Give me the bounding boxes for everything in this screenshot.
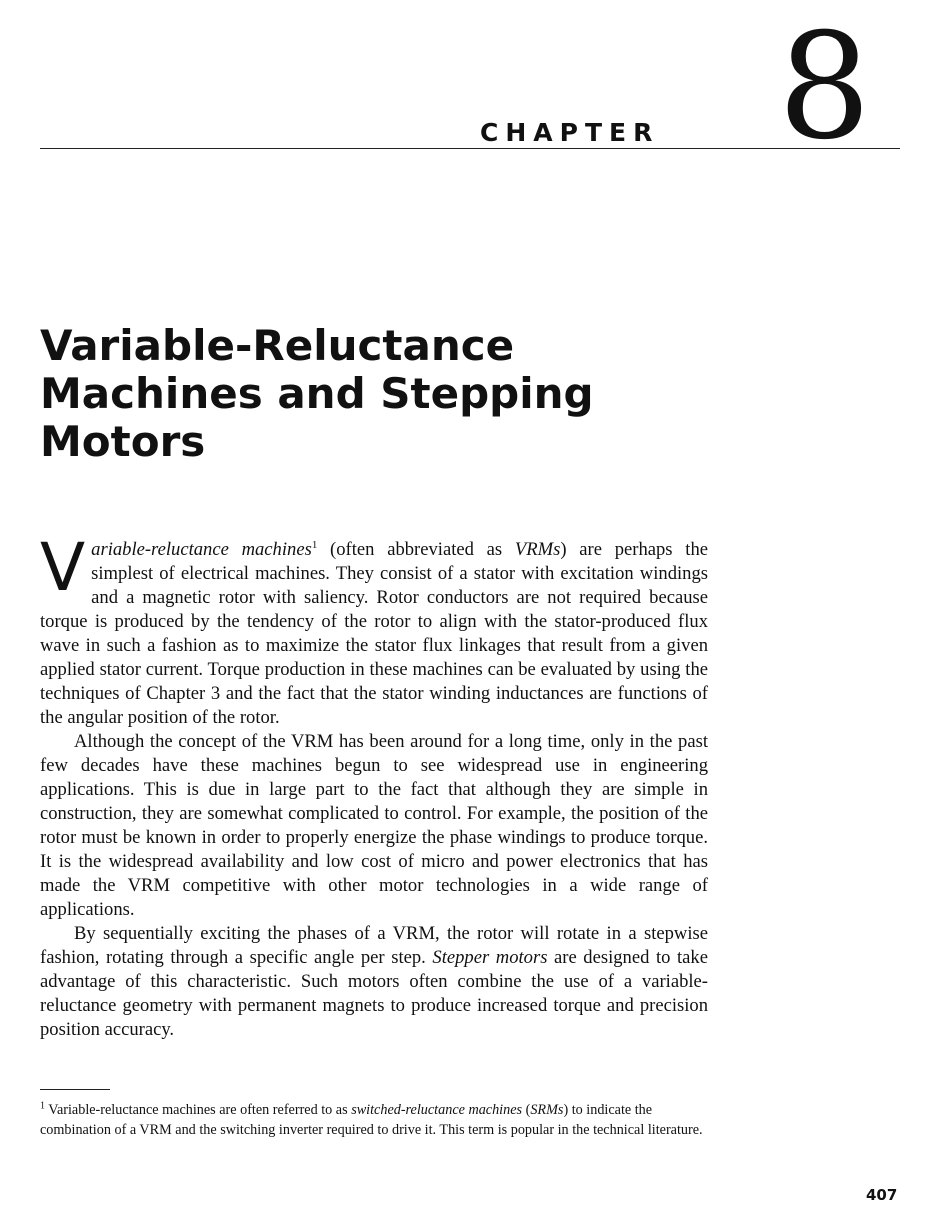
chapter-number: 8 — [778, 2, 871, 172]
footnote-number: 1 — [40, 1100, 45, 1112]
chapter-label: CHAPTER — [480, 118, 660, 147]
paragraph-2: Although the concept of the VRM has been around for a long time, only in the past few decades have these machines begun to see widespread use in engineering applications. This is due in large part to the fact that although they are simple in construction, they are somewhat complicated to control. For example, the position of the rotor must be known in order to properly energize the phase windings to produce torque. It is the widespread availability and low cost of micro and power electronics that has made the VRM competitive with other motor technologies in a wide range of applications. — [40, 731, 708, 920]
paragraph-text: (often abbreviated as — [317, 539, 515, 560]
paragraph-3 — [40, 922, 708, 1042]
drop-cap: V — [40, 529, 86, 606]
paragraph-text: are designed to take advantage of this characteristic. Such motors often combine the use of a variable-reluctance geometry with permanent magnets to produce increased torque and precision position accuracy. — [40, 947, 708, 1040]
chapter-title-line: Variable-Reluctance — [40, 321, 515, 370]
body-text — [40, 529, 708, 1042]
term-stepper-motors: Stepper motors — [432, 947, 548, 968]
chapter-title-line: Motors — [40, 417, 206, 466]
term-switched-reluctance-machines: switched-reluctance machines — [351, 1102, 523, 1118]
abbr-srms: SRMs — [530, 1102, 564, 1118]
footnote-text: Variable-reluctance machines are often referred to as — [45, 1102, 352, 1118]
paragraph-1 — [40, 529, 708, 730]
page-number: 407 — [866, 1186, 898, 1204]
abbr-vrms: VRMs — [514, 539, 561, 560]
chapter-header-rule — [40, 148, 900, 149]
chapter-title-line: Machines and Stepping — [40, 369, 594, 418]
footnote — [40, 1100, 708, 1140]
footnote-reference[interactable]: 1 — [311, 538, 318, 551]
chapter-title — [40, 322, 760, 466]
paragraph-text: By sequentially exciting the phases of a VRM, the rotor will rotate in a stepwise fashion, rotating through a specific angle per step. — [40, 923, 708, 968]
footnote-text: ( — [522, 1102, 531, 1118]
footnote-rule — [40, 1089, 110, 1090]
term-variable-reluctance-machines: ariable-reluctance machines — [91, 539, 312, 560]
footnote-text: ) to indicate the combination of a VRM and the switching inverter required to drive it. This term is popular in the technical literature. — [40, 1102, 703, 1138]
paragraph-text: ) are perhaps the simplest of electrical machines. They consist of a stator with excitation windings and a magnetic rotor with saliency. Rotor conductors are not required because torque is produced by the tendency of the rotor to align with the stator-produced flux wave in such a fashion as to maximize the stator flux linkages that result from a given applied stator current. Torque production in these machines can be evaluated by using the techniques of Chapter 3 and the fact that the stator winding inductances are functions of the angular position of the rotor. — [40, 539, 708, 728]
